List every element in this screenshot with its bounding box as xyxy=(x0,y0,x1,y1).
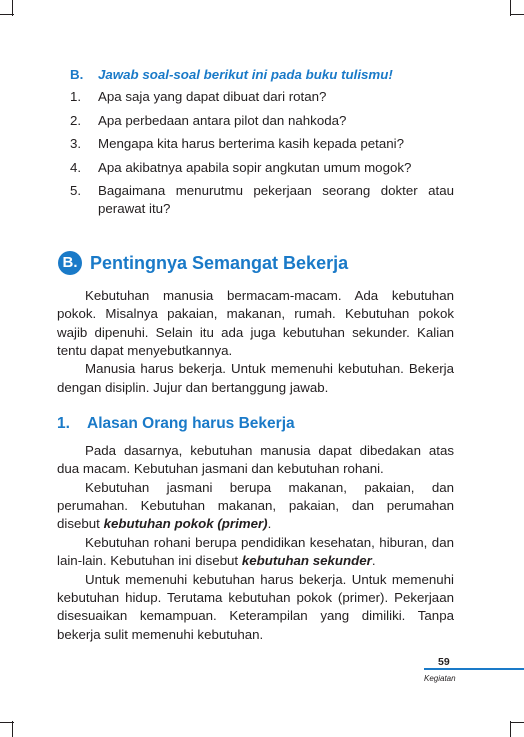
term-primary: kebutuhan pokok (primer) xyxy=(103,516,268,532)
question-number: 4. xyxy=(70,159,82,175)
question-text: Apa saja yang dapat dibuat dari rotan? xyxy=(98,89,327,105)
subsection-paragraph xyxy=(57,534,454,571)
crop-mark-top-right-h xyxy=(510,14,524,15)
question-text: Mengapa kita harus berterima kasih kepada petani? xyxy=(98,136,405,152)
subsection-paragraph: Pada dasarnya, kebutuhan manusia dapat dibedakan atas dua macam. Kebutuhan jasmani dan kebutuhan rohani. xyxy=(57,442,454,477)
crop-mark-bottom-right-v xyxy=(510,721,511,737)
question-item xyxy=(70,135,454,153)
section-badge: B. xyxy=(58,251,82,275)
question-item xyxy=(70,159,454,177)
crop-mark-top-left-h xyxy=(0,14,14,15)
section-heading xyxy=(58,251,454,275)
section-paragraph: Kebutuhan manusia bermacam-macam. Ada kebutuhan pokok. Misalnya pakaian, makanan, rumah. Kebutuhan pokok wajib dipenuhi. Selain itu ada juga kebutuhan sekunder. Kalian tentu dapat menyebutkannya. xyxy=(57,287,454,359)
paragraph-text: . xyxy=(371,553,376,569)
crop-mark-bottom-left-v xyxy=(12,721,13,737)
term-secondary: kebutuhan sekunder xyxy=(241,553,372,569)
question-list xyxy=(70,88,454,218)
section-title: Pentingnya Semangat Bekerja xyxy=(90,252,349,273)
subsection-number: 1. xyxy=(57,415,70,433)
question-number: 5. xyxy=(70,183,82,199)
question-number: 2. xyxy=(70,112,82,128)
subsection-heading xyxy=(57,415,454,433)
subsection-paragraph: Untuk memenuhi kebutuhan harus bekerja. Untuk memenuhi kebutuhan hidup. Terutama kebutuhan pokok (primer). Pekerjaan disesuaikan kemampuan. Keterampilan yang dimiliki. Tanpa bekerja sulit memenuhi kebutuhan. xyxy=(57,571,454,642)
question-number: 3. xyxy=(70,136,82,152)
question-text: Bagaimana menurutmu pekerjaan seorang dokter atau perawat itu? xyxy=(98,183,454,217)
paragraph-text: Kebutuhan rohani berupa pendidikan kesehatan, hiburan, dan lain-lain. Kebutuhan ini disebut xyxy=(57,534,454,569)
paragraph-text: . xyxy=(267,516,272,532)
page-number: 59 xyxy=(438,656,450,668)
question-number: 1. xyxy=(70,89,82,105)
section-paragraph: Manusia harus bekerja. Untuk memenuhi kebutuhan. Bekerja dengan disiplin. Jujur dan bertanggung jawab. xyxy=(57,361,454,395)
question-text: Apa perbedaan antara pilot dan nahkoda? xyxy=(98,112,347,128)
exercise-heading xyxy=(70,66,454,84)
crop-mark-bottom-left-h xyxy=(0,722,14,723)
footer-rule xyxy=(424,668,524,670)
footer-label: Kegiatan xyxy=(424,674,456,683)
question-item xyxy=(70,182,454,219)
page-content xyxy=(57,66,454,644)
question-text: Apa akibatnya apabila sopir angkutan umum mogok? xyxy=(98,159,412,175)
crop-mark-bottom-right-h xyxy=(510,722,524,723)
exercise-instruction: Jawab soal-soal berikut ini pada buku tulismu! xyxy=(98,67,393,82)
exercise-number: B. xyxy=(70,67,84,82)
question-item xyxy=(70,88,454,106)
section-body xyxy=(57,287,454,397)
subsection-title: Alasan Orang harus Bekerja xyxy=(87,415,295,433)
paragraph-text: Kebutuhan jasmani berupa makanan, pakaian, dan perumahan. Kebutuhan makanan, pakaian, dan perumahan disebut xyxy=(57,479,454,532)
subsection-paragraph xyxy=(57,479,454,534)
question-item xyxy=(70,112,454,130)
